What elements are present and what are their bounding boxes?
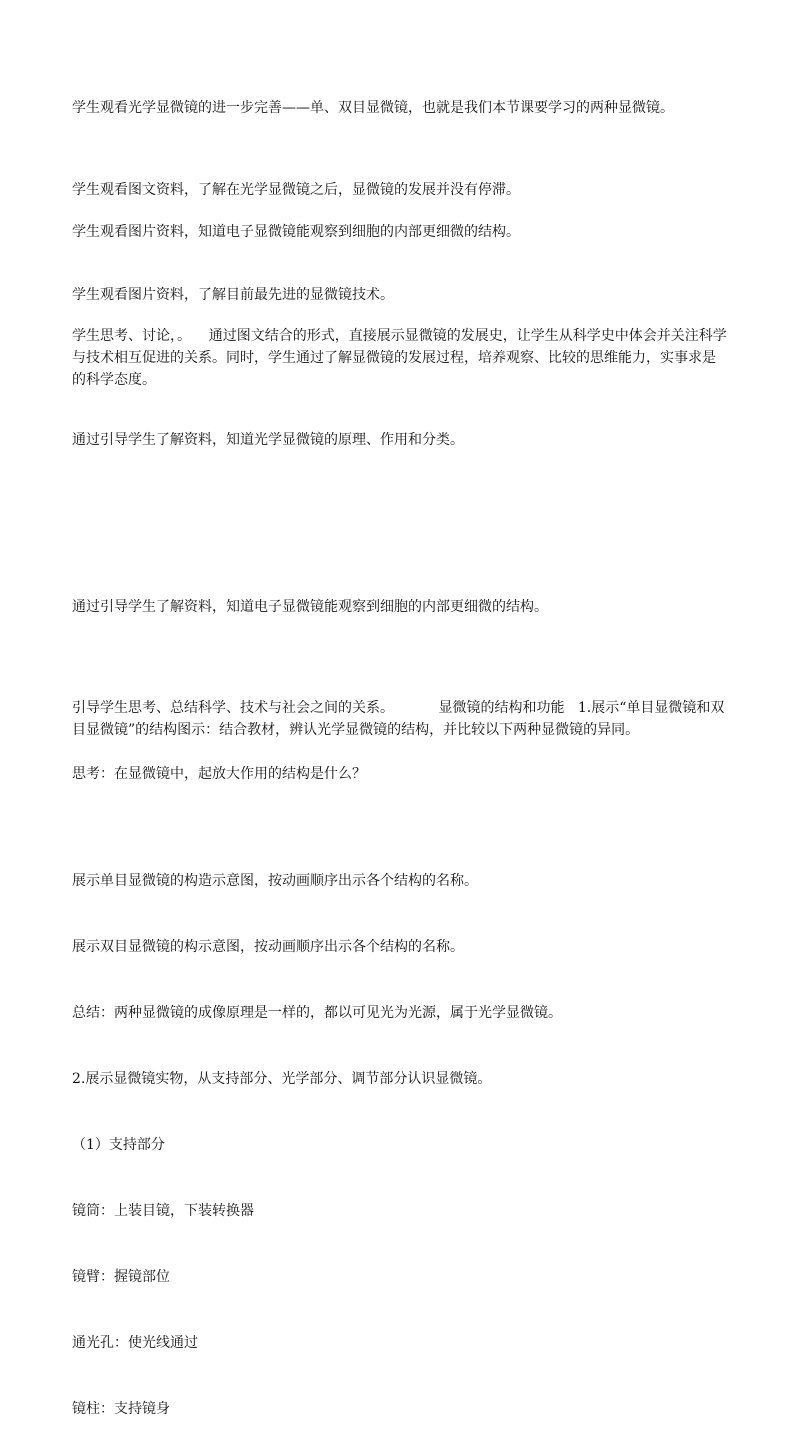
note-line: 展示双目显微镜的构示意图，按动画顺序出示各个结构的名称。 — [72, 939, 464, 955]
note-line: 2.展示显微镜实物，从支持部分、光学部分、调节部分认识显微镜。 — [72, 1071, 492, 1087]
paragraph-6: 通过引导学生了解资料，知道光学显微镜的原理、作用和分类。 — [72, 432, 464, 448]
note-line: 镜臂：握镜部位 — [72, 1269, 170, 1285]
note-line: 通光孔：使光线通过 — [72, 1335, 198, 1351]
note-line: 镜柱：支持镜身 — [72, 1401, 170, 1417]
structure-notes — [72, 826, 728, 1442]
paragraph-4: 学生观看图片资料，了解目前最先进的显微镜技术。 — [72, 287, 394, 303]
note-line: 镜筒：上装目镜，下装转换器 — [72, 1203, 254, 1219]
paragraph-5: 学生思考、讨论，。 通过图文结合的形式，直接展示显微镜的发展史，让学生从科学史中体会并关注科学与技术相互促进的关系。同时，学生通过了解显微镜的发展过程，培养观察、比较的思维能力，实事求是的科学态度。 — [72, 328, 727, 388]
think-line: 思考：在显微镜中，起放大作用的结构是什么？ — [72, 766, 366, 782]
note-line: 展示单目显微镜的构造示意图，按动画顺序出示各个结构的名称。 — [72, 873, 478, 889]
paragraph-3: 学生观看图片资料，知道电子显微镜能观察到细胞的内部更细微的结构。 — [72, 224, 520, 240]
paragraph-1: 学生观看光学显微镜的进一步完善——单、双目显微镜，也就是我们本节课要学习的两种显微镜。 — [72, 100, 674, 116]
paragraph-2: 学生观看图文资料，了解在光学显微镜之后，显微镜的发展并没有停滞。 — [72, 182, 520, 198]
note-line: 总结：两种显微镜的成像原理是一样的，都以可见光为光源，属于光学显微镜。 — [72, 1005, 562, 1021]
note-line: （1）支持部分 — [72, 1137, 165, 1153]
paragraph-7: 通过引导学生了解资料，知道电子显微镜能观察到细胞的内部更细微的结构。 — [72, 599, 548, 615]
paragraph-8: 引导学生思考、总结科学、技术与社会之间的关系。 显微镜的结构和功能 1.展示“单目显微镜和双目显微镜”的结构图示：结合教材，辨认光学显微镜的结构，并比较以下两种显微镜的异同。 — [72, 700, 725, 738]
